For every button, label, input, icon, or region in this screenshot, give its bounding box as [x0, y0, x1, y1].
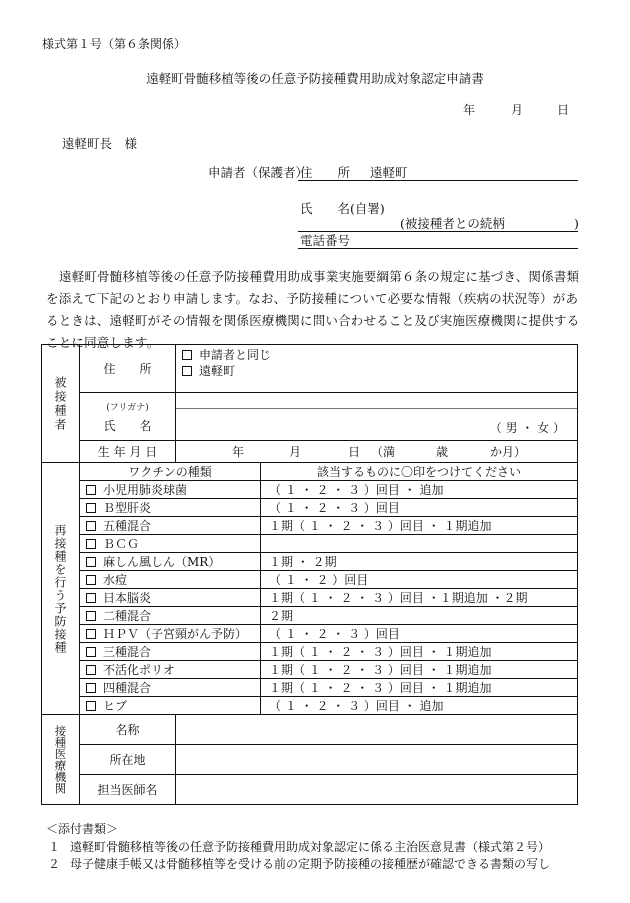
vaccine-choice[interactable]: １期（ １ ・ ２ ・ ３ ）回目 ・１期追加 ・２期 [261, 589, 578, 607]
checkbox-icon[interactable] [86, 665, 96, 675]
vaccine-row[interactable]: 日本脳炎 [80, 589, 261, 607]
attachment-number: ２ [48, 857, 61, 871]
vaccine-row[interactable]: 三種混合 [80, 643, 261, 661]
vaccine-row[interactable]: 小児用肺炎球菌 [80, 481, 261, 499]
applicant-phone-line[interactable] [298, 248, 578, 249]
recipient-address-label: 住 所 [80, 345, 176, 393]
birth-month: 月 [289, 445, 302, 459]
checkbox-icon[interactable] [86, 701, 96, 711]
birth-day: 日 [348, 445, 361, 459]
clinic-name-label: 名称 [80, 715, 176, 745]
addressee: 遠軽町長 様 [62, 136, 138, 151]
checkbox-icon[interactable] [182, 366, 192, 376]
recipient-name-label-cell [80, 393, 176, 441]
checkbox-icon[interactable] [86, 647, 96, 657]
applicant-relation-close: ) [574, 216, 579, 231]
date-day-label: 日 [557, 103, 570, 117]
vaccine-choice[interactable]: （ １ ・ ２ ・ ３ ）回目 ・ 追加 [261, 481, 578, 499]
recipient-address-cell [176, 345, 578, 393]
clinic-doctor-label: 担当医師名 [80, 775, 176, 805]
applicant-name-label: 氏 名(自署) [300, 201, 385, 216]
attachment-number: １ [48, 840, 61, 854]
applicant-address-line[interactable] [298, 180, 578, 181]
vaccine-row[interactable]: 不活化ポリオ [80, 661, 261, 679]
vaccine-row[interactable]: ＢＣＧ [80, 535, 261, 553]
checkbox-icon[interactable] [86, 485, 96, 495]
vaccine-row[interactable]: 麻しん風しん（MR） [80, 553, 261, 571]
age-years: 歳 [436, 445, 449, 459]
clinic-location-label: 所在地 [80, 745, 176, 775]
applicant-phone-label: 電話番号 [300, 233, 351, 248]
furigana-label: (フリガナ) [106, 402, 149, 413]
applicant-name-line[interactable] [298, 231, 578, 232]
attachment-text: 遠軽町骨髄移植等後の任意予防接種費用助成対象認定に係る主治医意見書（様式第２号） [70, 840, 551, 854]
checkbox-icon[interactable] [86, 503, 96, 513]
page-title: 遠軽町骨髄移植等後の任意予防接種費用助成対象認定申請書 [146, 71, 484, 86]
vaccine-row[interactable]: ヒブ [80, 697, 261, 715]
recipient-name-label: 氏 名 [103, 418, 152, 433]
vaccine-choice[interactable] [261, 535, 578, 553]
birth-date-cell[interactable] [176, 441, 578, 463]
birth-date-label: 生 年 月 日 [80, 441, 176, 463]
checkbox-icon[interactable] [86, 557, 96, 567]
date-month-label: 月 [511, 103, 524, 117]
application-table [41, 344, 578, 805]
checkbox-icon[interactable] [86, 521, 96, 531]
vaccine-choice[interactable]: １期（ １ ・ ２ ・ ３ ）回目 ・ １期追加 [261, 679, 578, 697]
vaccine-row[interactable]: 水痘 [80, 571, 261, 589]
vaccine-row[interactable]: ＨＰＶ（子宮頸がん予防） [80, 625, 261, 643]
checkbox-icon[interactable] [86, 611, 96, 621]
checkbox-icon[interactable] [86, 575, 96, 585]
vaccine-choice[interactable]: （ １ ・ ２ ・ ３ ）回目 [261, 499, 578, 517]
recipient-name-cell[interactable] [176, 393, 578, 441]
vaccine-choice[interactable]: （ １ ・ ２ ）回目 [261, 571, 578, 589]
checkbox-icon[interactable] [86, 683, 96, 693]
applicant-address-value: 遠軽町 [370, 165, 408, 180]
address-option-same[interactable]: 申請者と同じ [176, 347, 577, 363]
vaccine-row[interactable]: 四種混合 [80, 679, 261, 697]
birth-year: 年 [232, 445, 245, 459]
form-number: 様式第１号（第６条関係） [42, 37, 187, 51]
clinic-name-field[interactable] [176, 715, 578, 745]
vaccine-column-header: ワクチンの種類 [80, 463, 261, 481]
vaccine-row[interactable]: 五種混合 [80, 517, 261, 535]
vaccine-choice[interactable]: １期 ・ ２期 [261, 553, 578, 571]
attachment-text: 母子健康手帳又は骨髄移植等を受ける前の定期予防接種の接種歴が確認できる書類の写し [70, 857, 551, 871]
checkbox-icon[interactable] [86, 593, 96, 603]
applicant-label: 申請者（保護者） [208, 165, 309, 180]
vaccine-row[interactable]: Ｂ型肝炎 [80, 499, 261, 517]
choice-column-header: 該当するものに〇印をつけてください [261, 463, 578, 481]
checkbox-icon[interactable] [86, 539, 96, 549]
vaccine-choice[interactable]: （ １ ・ ２ ・ ３ ）回目 [261, 625, 578, 643]
vaccine-choice[interactable]: １期（ １ ・ ２ ・ ３ ）回目 ・ １期追加 [261, 517, 578, 535]
age-open: （満 [371, 445, 396, 459]
checkbox-icon[interactable] [182, 350, 192, 360]
attachments-heading: ＜添付書類＞ [46, 822, 119, 836]
vaccine-choice[interactable]: １期（ １ ・ ２ ・ ３ ）回目 ・ １期追加 [261, 643, 578, 661]
vaccine-choice[interactable]: ２期 [261, 607, 578, 625]
vaccine-row[interactable]: 二種混合 [80, 607, 261, 625]
date-year-label: 年 [463, 103, 476, 117]
gender-choice[interactable]: （ 男 ・ 女 ） [489, 421, 566, 435]
consent-statement: 遠軽町骨髄移植等後の任意予防接種費用助成事業実施要綱第６条の規定に基づき、関係書類を添えて下記のとおり申請します。なお、予防接種について必要な情報（疾病の状況等）があるときは、遠軽町がその情報を関係医療機関に問い合わせること及び実施医療機関に提供することに同意します。 [46, 269, 580, 350]
clinic-doctor-field[interactable] [176, 775, 578, 805]
recipient-section-label: 被接種者 [42, 345, 80, 463]
checkbox-icon[interactable] [86, 629, 96, 639]
applicant-address-label: 住 所 [300, 165, 351, 180]
vaccine-choice[interactable]: （ １ ・ ２ ・ ３ ）回目 ・ 追加 [261, 697, 578, 715]
age-months: か月） [490, 445, 527, 459]
clinic-location-field[interactable] [176, 745, 578, 775]
vaccine-choice[interactable]: １期（ １ ・ ２ ・ ３ ）回目 ・ １期追加 [261, 661, 578, 679]
clinic-section-label: 接種医療機関 [42, 715, 80, 805]
vaccine-section-label: 再接種を行う予防接種 [42, 463, 80, 715]
applicant-relation-open: (被接種者との続柄 [400, 216, 505, 231]
address-option-engaru[interactable]: 遠軽町 [176, 363, 577, 379]
